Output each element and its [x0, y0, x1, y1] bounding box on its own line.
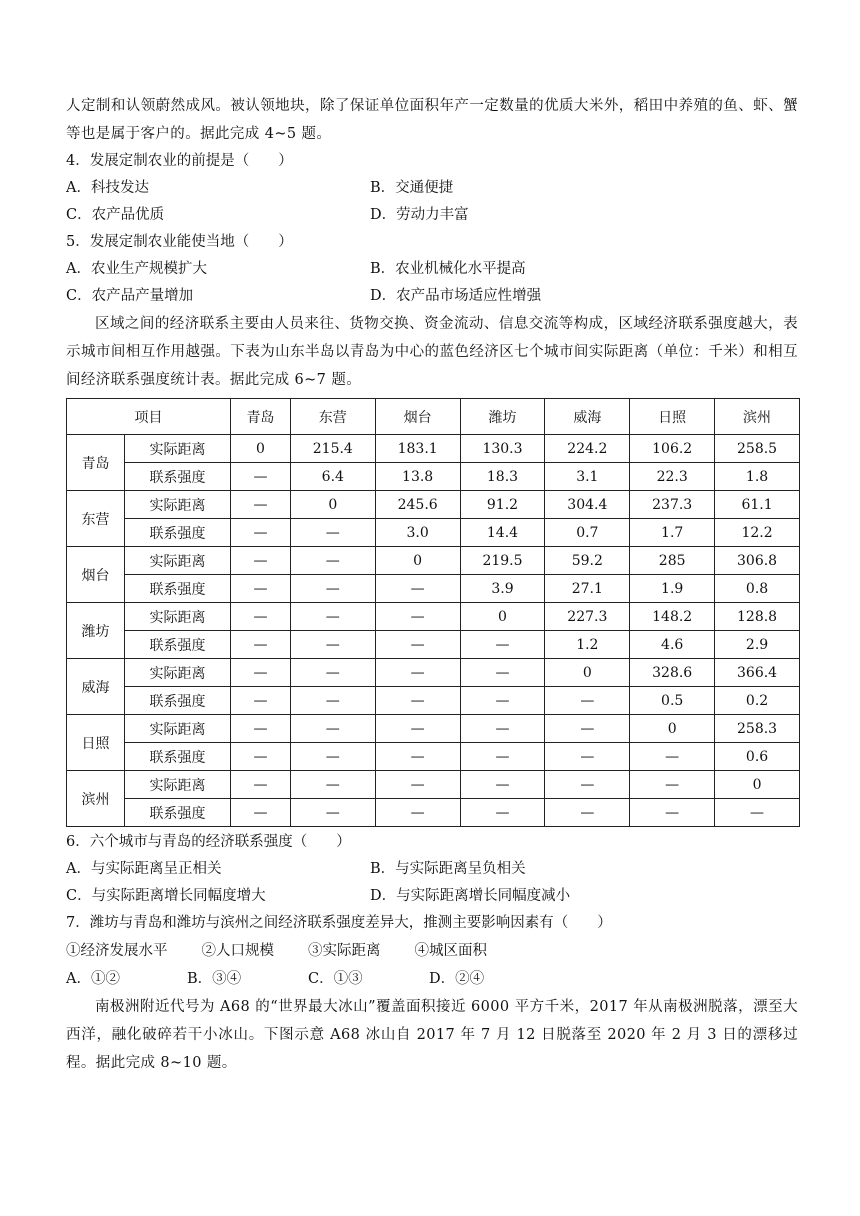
distance-cell: — — [290, 547, 375, 575]
distance-cell: 304.4 — [545, 491, 630, 519]
strength-cell: — — [545, 687, 630, 715]
q5-option-b[interactable]: B．农业机械化水平提高 — [370, 261, 526, 277]
q6-option-d[interactable]: D．与实际距离增长同幅度减小 — [370, 888, 571, 904]
metric-distance-cell: 实际距离 — [125, 603, 231, 631]
distance-cell: — — [545, 715, 630, 743]
distance-cell: 285 — [630, 547, 715, 575]
distance-cell: 258.5 — [715, 435, 800, 463]
metric-strength-cell: 联系强度 — [125, 575, 231, 603]
q5-stem: 5．发展定制农业能使当地（ ） — [66, 234, 293, 250]
distance-cell: — — [231, 715, 291, 743]
intro-paragraph-q8-10: 南极洲附近代号为 A68 的“世界最大冰山”覆盖面积接近 6000 平方千米，2017 年从南极洲脱落，漂至大西洋，融化破碎若干小冰山。下图示意 A68 冰山自 2017 年 7 月 12 日脱落至 2020 年 2 月 3 日的漂移过程。据此完成 8~10 题。 — [66, 999, 798, 1071]
distance-cell: 306.8 — [715, 547, 800, 575]
header-item-cell: 项目 — [67, 399, 231, 435]
row-city-cell: 潍坊 — [67, 603, 125, 659]
distance-cell: 0 — [630, 715, 715, 743]
distance-cell: 0 — [231, 435, 291, 463]
row-city-cell: 烟台 — [67, 547, 125, 603]
strength-cell: 12.2 — [715, 519, 800, 547]
row-city-cell: 威海 — [67, 659, 125, 715]
table-row-distance — [67, 435, 800, 463]
strength-cell: — — [375, 631, 460, 659]
strength-cell: — — [375, 743, 460, 771]
table-header-row — [67, 399, 800, 435]
q6-options-row2 — [66, 883, 798, 910]
row-city-cell: 东营 — [67, 491, 125, 547]
row-city-cell: 青岛 — [67, 435, 125, 491]
metric-strength-cell: 联系强度 — [125, 687, 231, 715]
q7-factor-3: ③实际距离 — [308, 943, 381, 959]
strength-cell: 18.3 — [460, 463, 545, 491]
strength-cell: 2.9 — [715, 631, 800, 659]
strength-cell: — — [231, 631, 291, 659]
distance-cell: — — [545, 771, 630, 799]
strength-cell: — — [290, 631, 375, 659]
distance-cell: — — [231, 659, 291, 687]
strength-cell: — — [231, 799, 291, 827]
city-distance-strength-table — [66, 398, 800, 827]
distance-cell: 0 — [375, 547, 460, 575]
strength-cell: — — [460, 799, 545, 827]
q5-option-a[interactable]: A．农业生产规模扩大 — [66, 261, 207, 277]
q4-stem: 4．发展定制农业的前提是（ ） — [66, 153, 293, 169]
distance-cell: 0 — [460, 603, 545, 631]
distance-cell: 258.3 — [715, 715, 800, 743]
distance-cell: 61.1 — [715, 491, 800, 519]
header-city: 威海 — [545, 399, 630, 435]
metric-distance-cell: 实际距离 — [125, 547, 231, 575]
metric-distance-cell: 实际距离 — [125, 435, 231, 463]
table-row-strength — [67, 687, 800, 715]
strength-cell: 1.8 — [715, 463, 800, 491]
q5-option-c[interactable]: C．农产品产量增加 — [66, 288, 194, 304]
metric-distance-cell: 实际距离 — [125, 771, 231, 799]
strength-cell: — — [460, 687, 545, 715]
table-row-strength — [67, 631, 800, 659]
strength-cell: 1.2 — [545, 631, 630, 659]
strength-cell: 0.5 — [630, 687, 715, 715]
table-row-distance — [67, 603, 800, 631]
strength-cell: 4.6 — [630, 631, 715, 659]
distance-cell: — — [460, 659, 545, 687]
q5-options-row1 — [66, 256, 798, 283]
header-city: 日照 — [630, 399, 715, 435]
table-row-strength — [67, 743, 800, 771]
strength-cell: 0.2 — [715, 687, 800, 715]
q7-factor-4: ④城区面积 — [414, 943, 487, 959]
distance-cell: 328.6 — [630, 659, 715, 687]
strength-cell: — — [460, 743, 545, 771]
strength-cell: — — [231, 463, 291, 491]
distance-cell: — — [375, 771, 460, 799]
q6-option-b[interactable]: B．与实际距离呈负相关 — [370, 861, 526, 877]
q4-options-row2 — [66, 202, 798, 229]
strength-cell: 0.6 — [715, 743, 800, 771]
distance-cell: 366.4 — [715, 659, 800, 687]
distance-cell: 59.2 — [545, 547, 630, 575]
q7-factor-1: ①经济发展水平 — [66, 943, 168, 959]
strength-cell: — — [545, 743, 630, 771]
distance-cell: 227.3 — [545, 603, 630, 631]
strength-cell: 1.7 — [630, 519, 715, 547]
metric-distance-cell: 实际距离 — [125, 715, 231, 743]
q7-factor-2: ②人口规模 — [201, 943, 274, 959]
distance-cell: 148.2 — [630, 603, 715, 631]
table-row-distance — [67, 547, 800, 575]
q7-stem: 7．潍坊与青岛和潍坊与滨州之间经济联系强度差异大，推测主要影响因素有（ ） — [66, 915, 612, 931]
strength-cell: — — [460, 631, 545, 659]
distance-cell: 224.2 — [545, 435, 630, 463]
q7-factors — [66, 937, 798, 965]
q5-option-d[interactable]: D．农产品市场适应性增强 — [370, 288, 542, 304]
q4-option-d[interactable]: D．劳动力丰富 — [370, 207, 469, 223]
strength-cell: 0.7 — [545, 519, 630, 547]
distance-cell: — — [290, 603, 375, 631]
strength-cell: — — [290, 575, 375, 603]
strength-cell: — — [231, 743, 291, 771]
strength-cell: — — [715, 799, 800, 827]
header-city: 滨州 — [715, 399, 800, 435]
distance-cell: 0 — [715, 771, 800, 799]
table-row-distance — [67, 771, 800, 799]
q6-stem: 6．六个城市与青岛的经济联系强度（ ） — [66, 834, 351, 850]
table-row-distance — [67, 659, 800, 687]
strength-cell: 6.4 — [290, 463, 375, 491]
distance-cell: 130.3 — [460, 435, 545, 463]
distance-cell: — — [630, 771, 715, 799]
row-city-cell: 日照 — [67, 715, 125, 771]
strength-cell: 0.8 — [715, 575, 800, 603]
intro-paragraph-q4-5: 人定制和认领蔚然成风。被认领地块，除了保证单位面积年产一定数量的优质大米外，稻田中养殖的鱼、虾、蟹等也是属于客户的。据此完成 4~5 题。 — [66, 98, 798, 142]
strength-cell: 3.0 — [375, 519, 460, 547]
distance-cell: 219.5 — [460, 547, 545, 575]
q7-option-c[interactable]: C．①③ — [308, 971, 363, 987]
header-city: 青岛 — [231, 399, 291, 435]
metric-strength-cell: 联系强度 — [125, 631, 231, 659]
metric-strength-cell: 联系强度 — [125, 519, 231, 547]
distance-cell: — — [375, 659, 460, 687]
table-row-strength — [67, 463, 800, 491]
metric-distance-cell: 实际距离 — [125, 659, 231, 687]
distance-cell: 106.2 — [630, 435, 715, 463]
strength-cell: 1.9 — [630, 575, 715, 603]
q4-option-a[interactable]: A．科技发达 — [66, 180, 149, 196]
q6-option-c[interactable]: C．与实际距离增长同幅度增大 — [66, 888, 266, 904]
table-row-distance — [67, 715, 800, 743]
strength-cell: — — [231, 687, 291, 715]
metric-strength-cell: 联系强度 — [125, 799, 231, 827]
table-row-strength — [67, 799, 800, 827]
distance-cell: — — [231, 603, 291, 631]
strength-cell: 3.9 — [460, 575, 545, 603]
header-city: 潍坊 — [460, 399, 545, 435]
strength-cell: — — [290, 743, 375, 771]
strength-cell: 3.1 — [545, 463, 630, 491]
metric-distance-cell: 实际距离 — [125, 491, 231, 519]
q7-options — [66, 965, 798, 993]
metric-strength-cell: 联系强度 — [125, 743, 231, 771]
strength-cell: — — [375, 799, 460, 827]
metric-strength-cell: 联系强度 — [125, 463, 231, 491]
strength-cell: — — [231, 519, 291, 547]
distance-cell: 237.3 — [630, 491, 715, 519]
header-city: 烟台 — [375, 399, 460, 435]
q6-option-a[interactable]: A．与实际距离呈正相关 — [66, 861, 222, 877]
distance-cell: 91.2 — [460, 491, 545, 519]
strength-cell: — — [375, 687, 460, 715]
row-city-cell: 滨州 — [67, 771, 125, 827]
strength-cell: — — [290, 519, 375, 547]
distance-cell: — — [290, 715, 375, 743]
distance-cell: — — [375, 715, 460, 743]
q5-options-row2 — [66, 283, 798, 310]
distance-cell: 183.1 — [375, 435, 460, 463]
distance-cell: 0 — [290, 491, 375, 519]
q7-option-d[interactable]: D．②④ — [429, 971, 485, 987]
distance-cell: — — [290, 771, 375, 799]
distance-cell: — — [460, 715, 545, 743]
q7-option-b[interactable]: B．③④ — [187, 971, 242, 987]
strength-cell: — — [231, 575, 291, 603]
table-row-strength — [67, 519, 800, 547]
distance-cell: — — [375, 603, 460, 631]
q6-options-row1 — [66, 856, 798, 883]
distance-cell: 245.6 — [375, 491, 460, 519]
strength-cell: — — [375, 575, 460, 603]
distance-cell: — — [231, 491, 291, 519]
table-row-distance — [67, 491, 800, 519]
strength-cell: 13.8 — [375, 463, 460, 491]
header-city: 东营 — [290, 399, 375, 435]
distance-cell: — — [231, 547, 291, 575]
q7-option-a[interactable]: A．①② — [66, 971, 120, 987]
strength-cell: 14.4 — [460, 519, 545, 547]
table-row-strength — [67, 575, 800, 603]
distance-cell: 128.8 — [715, 603, 800, 631]
strength-cell: — — [630, 743, 715, 771]
exam-page — [66, 92, 798, 1077]
strength-cell: — — [290, 799, 375, 827]
q4-option-c[interactable]: C．农产品优质 — [66, 207, 165, 223]
distance-cell: — — [231, 771, 291, 799]
strength-cell: 22.3 — [630, 463, 715, 491]
q4-options-row1 — [66, 175, 798, 202]
strength-cell: — — [630, 799, 715, 827]
distance-cell: — — [290, 659, 375, 687]
intro-paragraph-q6-7: 区域之间的经济联系主要由人员来往、货物交换、资金流动、信息交流等构成，区域经济联系强度越大，表示城市间相互作用越强。下表为山东半岛以青岛为中心的蓝色经济区七个城市间实际距离（单位：千米）和相互间经济联系强度统计表。据此完成 6~7 题。 — [66, 316, 798, 388]
strength-cell: — — [545, 799, 630, 827]
q4-option-b[interactable]: B．交通便捷 — [370, 180, 454, 196]
distance-cell: 0 — [545, 659, 630, 687]
strength-cell: — — [290, 687, 375, 715]
distance-cell: 215.4 — [290, 435, 375, 463]
distance-cell: — — [460, 771, 545, 799]
strength-cell: 27.1 — [545, 575, 630, 603]
